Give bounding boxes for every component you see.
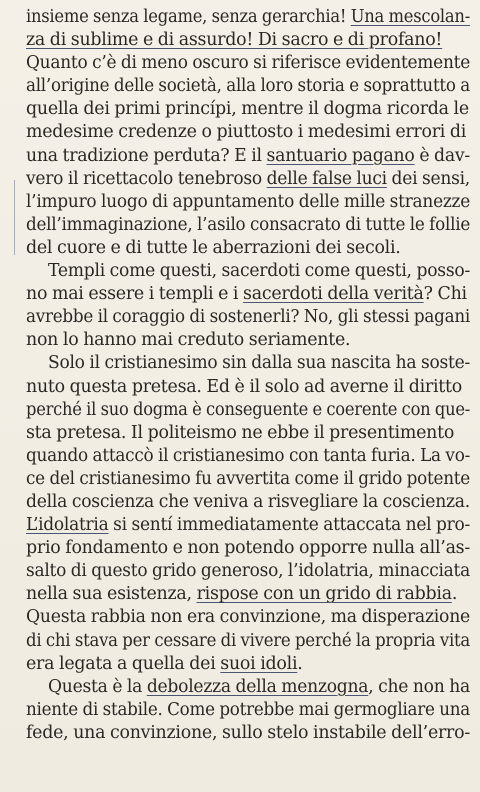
text-segment: ce del cristianesimo fu avvertita come il grido potente — [26, 468, 471, 489]
text-segment: medesime credenze o piuttosto i medesimi errori di — [26, 122, 467, 143]
underlined-passage: sacerdoti della verità — [243, 284, 424, 305]
underlined-passage: delle false luci — [266, 168, 387, 189]
text-segment: . — [297, 653, 303, 674]
text-segment: dei sensi, — [386, 168, 470, 189]
text-line — [26, 606, 470, 629]
text-segment: era legata a quella dei — [26, 653, 221, 674]
text-line — [26, 491, 470, 514]
underlined-passage: rispose con un grido di rabbia — [196, 584, 452, 605]
text-segment: fede, una convinzione, sullo stelo instabile dell’erro- — [26, 722, 470, 743]
text-segment: una tradizione perduta? E il — [26, 145, 267, 166]
text-line — [26, 52, 470, 75]
text-segment: l’impuro luogo di appuntamento delle mille stranezze — [26, 191, 471, 212]
text-line — [26, 283, 470, 306]
text-segment: non lo hanno mai creduto seriamente. — [26, 330, 351, 351]
text-segment: prio fondamento e non potendo opporre nulla all’as- — [26, 538, 470, 559]
text-segment: nella sua esistenza, — [26, 584, 197, 605]
underlined-passage: santuario pagano — [266, 145, 415, 166]
body-text — [26, 6, 470, 745]
text-line — [26, 399, 470, 422]
text-line — [26, 514, 470, 537]
text-line — [26, 653, 470, 676]
text-line — [26, 630, 470, 653]
text-segment: si sentí immediatamente attaccata nel pro- — [108, 515, 471, 536]
text-segment: vero il ricettacolo tenebroso — [26, 168, 267, 189]
text-segment: Questa rabbia non era convinzione, ma disperazione — [26, 607, 471, 628]
text-segment: perché il suo dogma è conseguente e coerente con que- — [26, 399, 471, 420]
text-segment: ? Chi — [423, 284, 467, 305]
underlined-passage: debolezza della menzogna — [146, 676, 369, 697]
text-segment: quella dei primi princípi, mentre il dogma ricorda le — [26, 99, 469, 120]
text-segment: Templi come questi, sacerdoti come questi, posso- — [48, 261, 471, 282]
text-segment: sta pretesa. Il politeismo ne ebbe il presentimento — [26, 422, 455, 443]
text-segment: della coscienza che veniva a risvegliare la coscienza. — [26, 491, 471, 512]
text-segment: all’origine delle società, alla loro storia e soprattutto a — [26, 76, 470, 97]
text-segment: salto di questo grido generoso, l’idolatria, minacciata — [26, 561, 470, 582]
text-segment: no mai essere i templi e i — [26, 284, 244, 305]
text-line — [26, 145, 470, 168]
text-segment: di chi stava per cessare di vivere perché la propria vita — [26, 630, 471, 651]
margin-pencil-mark — [14, 180, 15, 255]
underlined-passage: suoi idoli — [220, 653, 298, 674]
text-line — [26, 560, 470, 583]
text-line — [26, 352, 470, 375]
text-line — [26, 583, 470, 606]
underlined-passage: za di sublime e di assurdo! Di sacro e di profano! — [26, 30, 443, 51]
text-line — [26, 168, 470, 191]
text-segment: è dav- — [414, 145, 470, 166]
text-line — [26, 121, 470, 144]
text-line — [26, 468, 470, 491]
text-segment: nuto questa pretesa. Ed è il solo ad averne il diritto — [26, 376, 462, 397]
text-line — [26, 329, 470, 352]
text-segment: Quanto c’è di meno oscuro si riferisce evidentemente — [26, 53, 470, 74]
text-segment: . — [451, 584, 458, 605]
underlined-passage: L’idolatria — [26, 515, 109, 536]
text-segment: insieme senza legame, senza gerarchia! — [26, 7, 351, 27]
text-line — [26, 29, 470, 52]
underlined-passage: Una mescolan- — [350, 7, 471, 27]
text-line — [26, 98, 470, 121]
text-line — [26, 376, 470, 399]
text-line — [26, 260, 470, 283]
text-segment: niente di stabile. Come potrebbe mai germogliare una — [26, 699, 471, 720]
text-line — [26, 422, 470, 445]
text-line — [26, 6, 470, 29]
text-segment: Questa è la — [48, 676, 147, 697]
text-segment: dell’immaginazione, l’asilo consacrato di tutte le follie — [26, 214, 471, 235]
text-line — [26, 445, 470, 468]
text-line — [26, 537, 470, 560]
text-line — [26, 722, 470, 745]
text-segment: Solo il cristianesimo sin dalla sua nascita ha soste- — [48, 353, 471, 374]
text-segment: quando attaccò il cristianesimo con tanta furia. La vo- — [26, 445, 471, 466]
text-line — [26, 699, 470, 722]
text-line — [26, 214, 470, 237]
text-segment: del cuore e di tutte le aberrazioni dei secoli. — [26, 237, 401, 258]
text-line — [26, 191, 470, 214]
text-line — [26, 237, 470, 260]
text-segment: avrebbe il coraggio di sostenerli? No, gli stessi pagani — [26, 307, 470, 328]
text-line — [26, 75, 470, 98]
text-segment: , che non ha — [368, 676, 471, 697]
text-line — [26, 306, 470, 329]
text-line — [26, 676, 470, 699]
